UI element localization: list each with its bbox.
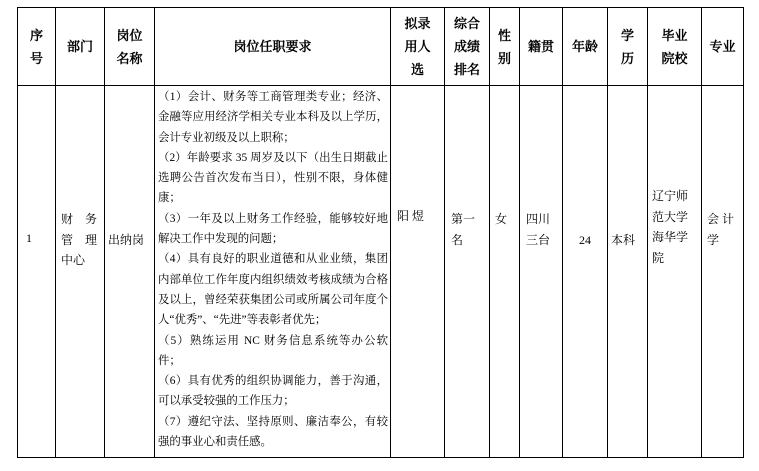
cell-seq: 1: [18, 86, 56, 458]
requirement-item: （7）遵纪守法、坚持原则、廉洁奉公，有较强的事业心和责任感。: [158, 415, 388, 449]
table-row: [18, 86, 744, 458]
cell-hometown: 四川 三台: [520, 86, 563, 458]
requirement-item: （2）年龄要求 35 周岁及以下（出生日期截止选聘公告首次发布当日），性别不限，身体健康；: [158, 151, 388, 205]
requirement-item: （5）熟练运用 NC 财务信息系统等办公软件；: [158, 334, 388, 367]
header-major: 专业: [702, 8, 744, 86]
cell-candidate: 阳 煜: [391, 86, 445, 458]
header-hometown: 籍贯: [520, 8, 563, 86]
cell-age: 24: [563, 86, 608, 458]
cell-department: 财 务 管 理 中心: [56, 86, 105, 458]
header-age: 年龄: [563, 8, 608, 86]
header-requirements: 岗位任职要求: [155, 8, 391, 86]
requirement-item: （1）会计、财务等工商管理类专业；经济、金融等应用经济学相关专业本科及以上学历，会计专业初级及以上职称；: [158, 91, 388, 144]
table-header-row: [18, 8, 744, 86]
header-position: 岗位 名称: [105, 8, 155, 86]
cell-school: 辽宁师 范大学 海华学 院: [648, 86, 702, 458]
cell-major: 会 计 学: [702, 86, 744, 458]
header-seq: 序 号: [18, 8, 56, 86]
requirement-item: （6）具有优秀的组织协调能力，善于沟通，可以承受较强的工作压力；: [158, 375, 388, 408]
header-rank: 综合 成绩 排名: [445, 8, 490, 86]
requirement-item: （4）具有良好的职业道德和从业业绩，集团内部单位工作年度内组织绩效考核成绩为合格及以上，曾经荣获集团公司或所属公司年度个人“优秀”、“先进”等表彰者优先；: [158, 253, 388, 327]
requirement-item: （3）一年及以上财务工作经验，能够较好地解决工作中发现的问题；: [158, 212, 388, 246]
cell-requirements: [155, 86, 391, 458]
header-gender: 性 别: [490, 8, 520, 86]
cell-gender: 女: [490, 86, 520, 458]
header-school: 毕业 院校: [648, 8, 702, 86]
cell-rank: 第一 名: [445, 86, 490, 458]
header-candidate: 拟录 用人 选: [391, 8, 445, 86]
cell-position: 出纳岗: [105, 86, 155, 458]
recruitment-table: [17, 7, 744, 458]
header-department: 部门: [56, 8, 105, 86]
cell-education: 本科: [608, 86, 648, 458]
header-education: 学 历: [608, 8, 648, 86]
